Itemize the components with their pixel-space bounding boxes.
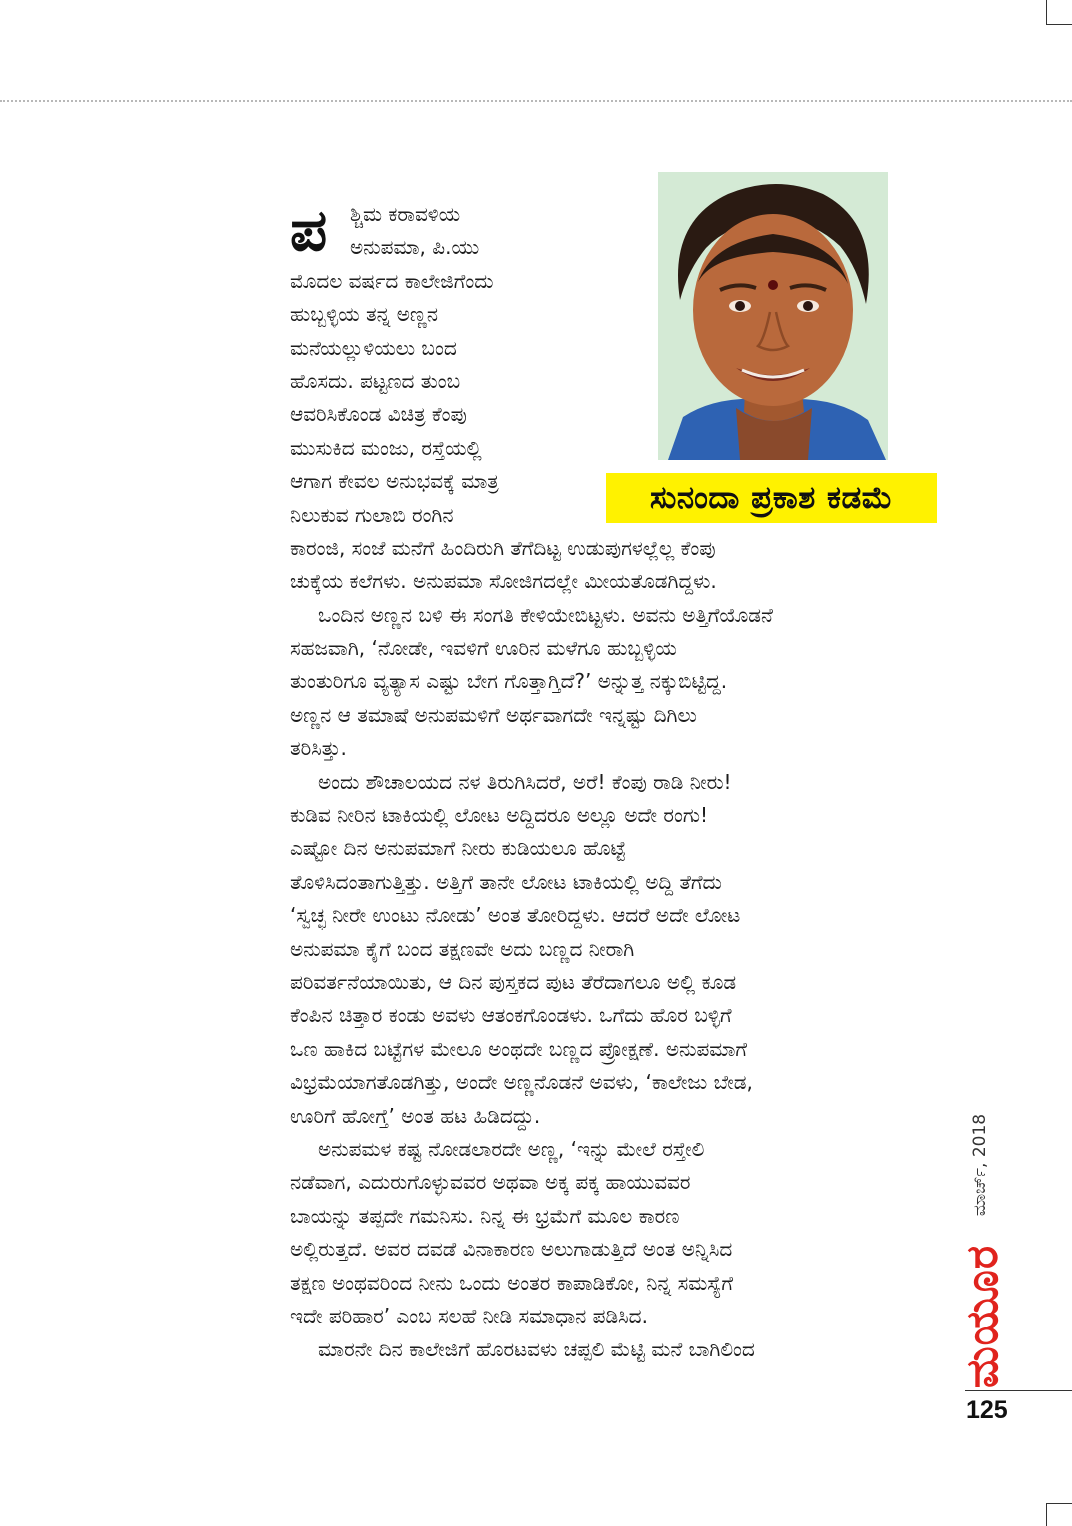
text-line: ವಿಭ್ರಮೆಯಾಗತೊಡಗಿತ್ತು, ಅಂದೇ ಅಣ್ಣನೊಡನೆ ಅವಳು, ‘ಕಾಲೇಜು ಬೇಡ, xyxy=(290,1070,753,1095)
text-line: ಹೊಸದು. ಪಟ್ಟಣದ ತುಂಬ xyxy=(290,368,461,393)
paragraph-start: ಅನುಪಮಳ ಕಷ್ಟ ನೋಡಲಾರದೇ ಅಣ್ಣ, ‘ಇನ್ನು ಮೇಲೆ ರಸ್ತೇಲಿ xyxy=(318,1136,705,1161)
issue-date-text: ಮಾರ್ಚ್, 2018 xyxy=(970,1113,991,1217)
text-line: ಆಗಾಗ ಕೇವಲ ಅನುಭವಕ್ಕೆ ಮಾತ್ರ xyxy=(290,469,499,494)
text-line: ಅನುಪಮಾ ಕೈಗೆ ಬಂದ ತಕ್ಷಣವೇ ಅದು ಬಣ್ಣದ ನೀರಾಗಿ xyxy=(290,936,635,961)
intro-paragraph xyxy=(290,198,940,532)
paragraph-start: ಮಾರನೇ ದಿನ ಕಾಲೇಜಿಗೆ ಹೊರಟವಳು ಚಪ್ಪಲಿ ಮೆಟ್ಟಿ ಮನೆ ಬಾಗಿಲಿಂದ xyxy=(318,1337,755,1362)
paragraph-start: ಒಂದಿನ ಅಣ್ಣನ ಬಳಿ ಈ ಸಂಗತಿ ಕೇಳಿಯೇಬಿಟ್ಟಳು. ಅವನು ಅತ್ತಿಗೆಯೊಡನೆ xyxy=(318,602,773,627)
text-line: ಕಾರಂಜಿ, ಸಂಜೆ ಮನೆಗೆ ಹಿಂದಿರುಗಿ ತೆಗೆದಿಟ್ಟ ಉಡುಪುಗಳಲ್ಲೆಲ್ಲ ಕೆಂಪು xyxy=(290,535,716,560)
paragraph-start: ಅಂದು ಶೌಚಾಲಯದ ನಳ ತಿರುಗಿಸಿದರೆ, ಅರೆ! ಕೆಂಪು ರಾಡಿ ನೀರು! xyxy=(318,769,732,794)
text-line: ನಿಲುಕುವ ಗುಲಾಬಿ ರಂಗಿನ xyxy=(290,502,454,527)
text-line: ಚುಕ್ಕೆಯ ಕಲೆಗಳು. ಅನುಪಮಾ ಸೋಜಿಗದಲ್ಲೇ ಮೀಯತೊಡಗಿದ್ದಳು. xyxy=(290,569,717,594)
crop-mark-top xyxy=(1046,0,1072,25)
text-line: ತುಂತುರಿಗೂ ವ್ಯತ್ಯಾಸ ಎಷ್ಟು ಬೇಗ ಗೊತ್ತಾಗ್ತಿದೆ?’ ಅನ್ನುತ್ತ ನಕ್ಕುಬಿಟ್ಟಿದ್ದ. xyxy=(290,669,728,694)
magazine-logo-text: ಮಯೂರ xyxy=(957,1244,1009,1388)
drop-cap: ಪ xyxy=(290,196,328,264)
text-line: ಕೆಂಪಿನ ಚಿತ್ತಾರ ಕಂಡು ಅವಳು ಆತಂಕಗೊಂಡಳು. ಒಗೆದು ಹೊರ ಬಳ್ಳಿಗೆ xyxy=(290,1003,732,1028)
magazine-logo xyxy=(958,1246,1008,1386)
text-line: ಶ್ಚಿಮ ಕರಾವಳಿಯ xyxy=(350,202,461,226)
text-line: ಪರಿವರ್ತನೆಯಾಯಿತು, ಆ ದಿನ ಪುಸ್ತಕದ ಪುಟ ತೆರೆದಾಗಲೂ ಅಲ್ಲಿ ಕೂಡ xyxy=(290,969,737,994)
text-line: ಒಣ ಹಾಕಿದ ಬಟ್ಟೆಗಳ ಮೇಲೂ ಅಂಥದೇ ಬಣ್ಣದ ಪ್ರೋಕ್ಷಣೆ. ಅನುಪಮಾಗೆ xyxy=(290,1036,747,1061)
page-number: 125 xyxy=(966,1396,1008,1424)
text-line: ಇದೇ ಪರಿಹಾರ’ ಎಂಬ ಸಲಹೆ ನೀಡಿ ಸಮಾಧಾನ ಪಡಿಸಿದ. xyxy=(290,1303,648,1328)
text-line: ತೊಳಿಸಿದಂತಾಗುತ್ತಿತ್ತು. ಅತ್ತಿಗೆ ತಾನೇ ಲೋಟ ಟಾಕಿಯಲ್ಲಿ ಅದ್ದಿ ತೆಗೆದು xyxy=(290,869,722,894)
footer-rule xyxy=(965,1390,1072,1391)
article-body xyxy=(290,198,940,1367)
text-line: ಕುಡಿವ ನೀರಿನ ಟಾಕಿಯಲ್ಲಿ ಲೋಟ ಅದ್ದಿದರೂ ಅಲ್ಲೂ ಅದೇ ರಂಗು! xyxy=(290,803,709,828)
issue-date xyxy=(950,1100,1010,1230)
text-line: ಮುಸುಕಿದ ಮಂಜು, ರಸ್ತೆಯಲ್ಲಿ xyxy=(290,435,482,460)
text-line: ತರಿಸಿತ್ತು. xyxy=(290,736,347,761)
text-line: ಅನುಪಮಾ, ಪಿ.ಯು xyxy=(350,235,480,260)
text-line: ತಕ್ಷಣ ಅಂಥವರಿಂದ ನೀನು ಒಂದು ಅಂತರ ಕಾಪಾಡಿಕೋ, ನಿನ್ನ ಸಮಸ್ಯೆಗೆ xyxy=(290,1270,734,1295)
text-line: ಮನೆಯಲ್ಲುಳಿಯಲು ಬಂದ xyxy=(290,335,457,360)
text-line: ಹುಬ್ಬಳ್ಳಿಯ ತನ್ನ ಅಣ್ಣನ xyxy=(290,302,439,327)
author-name-label: ಸುನಂದಾ ಪ್ರಕಾಶ ಕಡಮೆ xyxy=(606,473,937,523)
text-line: ಸಹಜವಾಗಿ, ‘ನೋಡೇ, ಇವಳಿಗೆ ಊರಿನ ಮಳೆಗೂ ಹುಬ್ಬಳ್ಳಿಯ xyxy=(290,636,677,661)
text-line: ಅಣ್ಣನ ಆ ತಮಾಷೆ ಅನುಪಮಳಿಗೆ ಅರ್ಥವಾಗದೇ ಇನ್ನಷ್ಟು ದಿಗಿಲು xyxy=(290,702,697,727)
text-line: ಬಾಯನ್ನು ತಪ್ಪದೇ ಗಮನಿಸು. ನಿನ್ನ ಈ ಭ್ರಮೆಗೆ ಮೂಲ ಕಾರಣ xyxy=(290,1203,680,1228)
text-line: ಊರಿಗೆ ಹೋಗ್ತೆ’ ಅಂತ ಹಟ ಹಿಡಿದದ್ದು. xyxy=(290,1103,541,1128)
text-line: ಅಲ್ಲಿರುತ್ತದೆ. ಅವರ ದವಡೆ ವಿನಾಕಾರಣ ಅಲುಗಾಡುತ್ತಿದೆ ಅಂತ ಅನ್ನಿಸಿದ xyxy=(290,1237,733,1262)
text-line: ಎಷ್ಟೋ ದಿನ ಅನುಪಮಾಗೆ ನೀರು ಕುಡಿಯಲೂ ಹೊಟ್ಟೆ xyxy=(290,836,626,861)
text-line: ನಡೆವಾಗ, ಎದುರುಗೊಳ್ಳುವವರ ಅಥವಾ ಅಕ್ಕ ಪಕ್ಕ ಹಾಯುವವರ xyxy=(290,1170,691,1195)
dotted-rule xyxy=(0,100,1072,102)
text-line: ‘ಸ್ವಚ್ಛ ನೀರೇ ಉಂಟು ನೋಡು’ ಅಂತ ತೋರಿದ್ದಳು. ಆದರೆ ಅದೇ ಲೋಟ xyxy=(290,903,741,928)
crop-mark-bottom xyxy=(1046,1503,1072,1526)
text-line: ಮೊದಲ ವರ್ಷದ ಕಾಲೇಜಿಗೆಂದು xyxy=(290,268,494,293)
text-line: ಆವರಿಸಿಕೊಂಡ ವಿಚಿತ್ರ ಕೆಂಪು xyxy=(290,402,467,427)
